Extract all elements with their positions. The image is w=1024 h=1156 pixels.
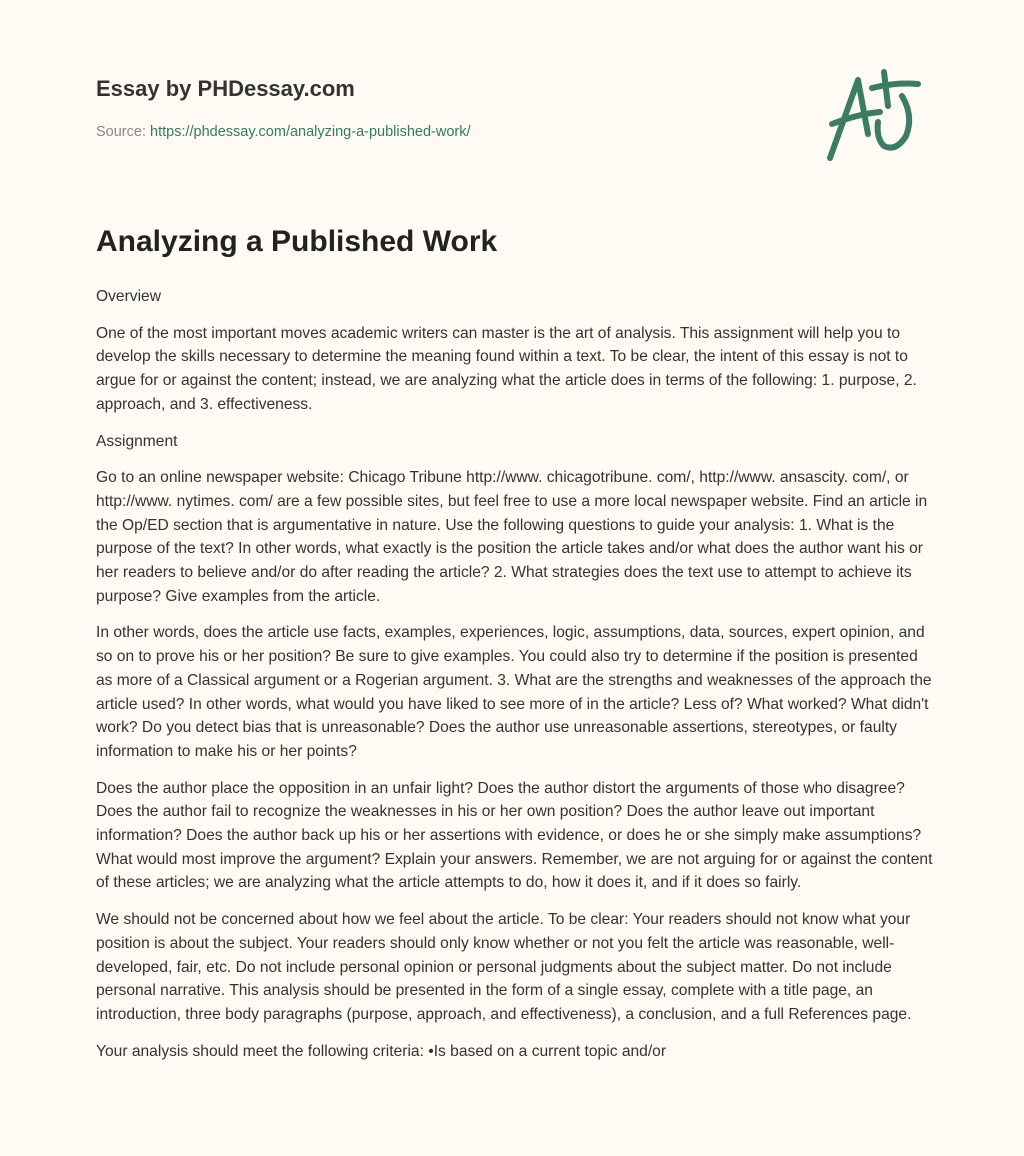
paragraph: Your analysis should meet the following criteria: •Is based on a current topic and/or [96, 1042, 667, 1060]
section-heading-overview: Overview [96, 288, 161, 305]
source-label: Source: [96, 124, 146, 140]
section-heading-assignment: Assignment [96, 432, 178, 450]
paragraph: One of the most important moves academic writers can master is the art of analysis. This assignment will help you to develop the skills necessary to determine the meaning found within a text. To be clear, the intent of this essay is not to argue for or against the content; instead, we are analyzing what the article does in terms of the following: 1. purpose, 2. approach, and 3. effectiveness. [96, 324, 917, 413]
paragraph: In other words, does the article use facts, examples, experiences, logic, assumptions, data, sources, expert opinion, and so on to prove his or her position? Be sure to give examples. You could also try to determine if the position is presented as more of a Classical argument or a Rogerian argument. 3. What are the strengths and weaknesses of the approach the article used? In other words, what would you have liked to see more of in the article? Less of? What worked? What didn't work? Do you detect bias that is unreasonable? Does the author use unreasonable assertions, stereotypes, or faulty information to make his or her points? [96, 624, 932, 760]
a-plus-logo-icon [818, 66, 928, 166]
article-body [96, 285, 936, 1076]
source-link[interactable]: https://phdessay.com/analyzing-a-published-work/ [150, 124, 471, 140]
paragraph: Go to an online newspaper website: Chicago Tribune http://www. chicagotribune. com/, http://www. ansascity. com/, or http://www. nytimes. com/ are a few possible sites, but feel free to use a more local newspaper website. Find an article in the Op/ED section that is argumentative in nature. Use the following questions to guide your analysis: 1. What is the purpose of the text? In other words, what exactly is the position the article takes and/or what does the author want his or her readers to believe and/or do after reading the article? 2. What strategies does the text use to attempt to achieve its purpose? Give examples from the article. [96, 469, 928, 605]
article-title: Analyzing a Published Work [96, 225, 498, 258]
site-brand: Essay by PHDessay.com [96, 76, 355, 101]
paragraph: We should not be concerned about how we feel about the article. To be clear: Your readers should not know what your position is about the subject. Your readers should only know whether or not you felt the article was reasonable, well-developed, fair, etc. Do not include personal opinion or personal judgments about the subject matter. Do not include personal narrative. This analysis should be presented in the form of a single essay, complete with a title page, an introduction, three body paragraphs (purpose, approach, and effectiveness), a conclusion, and a full References page. [96, 911, 912, 1023]
source-line [96, 124, 471, 140]
paragraph: Does the author place the opposition in an unfair light? Does the author distort the arguments of those who disagree? Does the author fail to recognize the weaknesses in his or her own position? Does the author leave out important information? Does the author back up his or her assertions with evidence, or does he or she simply make assumptions? What would most improve the argument? Explain your answers. Remember, we are not arguing for or against the content of these articles; we are analyzing what the article attempts to do, how it does it, and if it does so fairly. [96, 779, 933, 892]
